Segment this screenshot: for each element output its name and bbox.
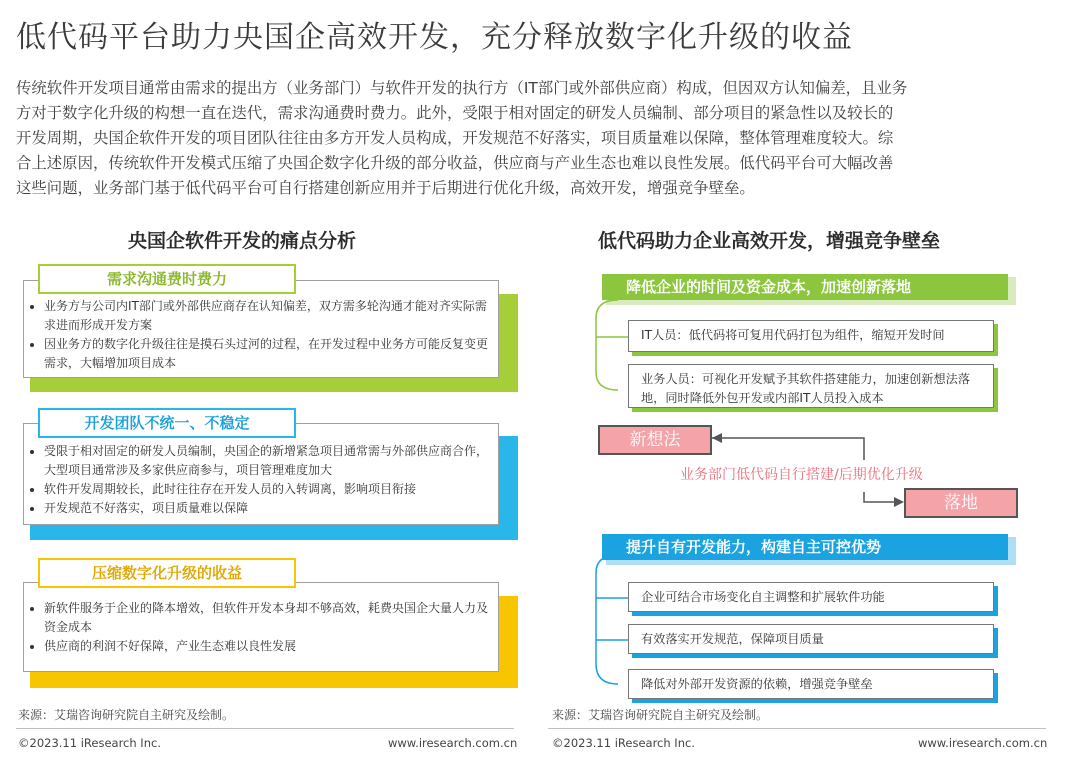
card-bullet: • 供应商的利润不好保障，产业生态难以良性发展	[44, 637, 498, 656]
copyright-left: ©2023.11 iResearch Inc.	[18, 736, 161, 750]
bottom-banner: 提升自有开发能力，构建自主可控优势	[602, 534, 1008, 560]
copyright-right: ©2023.11 iResearch Inc.	[552, 736, 695, 750]
flow-label: 业务部门低代码自行搭建/后期优化升级	[680, 467, 923, 483]
left-section-title: 央国企软件开发的痛点分析	[128, 230, 357, 252]
page-title: 低代码平台助力央国企高效开发，充分释放数字化升级的收益	[16, 20, 853, 55]
bottom-item: 降低对外部开发资源的依赖，增强竞争壁垒	[628, 669, 994, 699]
divider	[16, 728, 514, 729]
top-item-it: IT人员：低代码将可复用代码打包为组件，缩短开发时间	[628, 320, 994, 352]
flow-end-box: 落地	[904, 488, 1018, 518]
right-section-title: 低代码助力企业高效开发，增强竞争壁垒	[598, 230, 941, 252]
source-note-right: 来源：艾瑞咨询研究院自主研究及绘制。	[552, 708, 769, 722]
intro-line: 合上述原因，传统软件开发模式压缩了央国企数字化升级的部分收益，供应商与产业生态也难以良性发展。低代码平台可大幅改善	[16, 154, 894, 172]
card-bullet: • 受限于相对固定的研发人员编制，央国企的新增紧急项目通常需与外部供应商合作，大型项目通常涉及多家供应商参与，项目管理难度加大	[44, 442, 498, 480]
url-left[interactable]: www.iresearch.com.cn	[388, 736, 518, 750]
bottom-item: 有效落实开发规范，保障项目质量	[628, 624, 994, 654]
intro-line: 这些问题，业务部门基于低代码平台可自行搭建创新应用并于后期进行优化升级，高效开发，增强竞争壁垒。	[16, 179, 755, 197]
intro-line: 方对于数字化升级的构想一直在迭代，需求沟通费时费力。此外，受限于相对固定的研发人员编制、部分项目的紧急性以及较长的	[16, 104, 894, 122]
flow-start-box: 新想法	[598, 425, 712, 455]
card-bullet: • 因业务方的数字化升级往往是摸石头过河的过程，在开发过程中业务方可能反复变更需求，大幅增加项目成本	[44, 335, 498, 373]
card-bullet: • 业务方与公司内IT部门或外部供应商存在认知偏差，双方需多轮沟通才能对齐实际需求进而形成开发方案	[44, 297, 498, 335]
intro-line: 传统软件开发项目通常由需求的提出方（业务部门）与软件开发的执行方（IT部门或外部供应商）构成，但因双方认知偏差，且业务	[16, 79, 908, 97]
bottom-item: 企业可结合市场变化自主调整和扩展软件功能	[628, 582, 994, 612]
top-item-business: 业务人员：可视化开发赋予其软件搭建能力，加速创新想法落地，同时降低外包开发或内部IT人员投入成本	[628, 364, 994, 408]
card-tag: 开发团队不统一、不稳定	[38, 408, 296, 438]
intro-line: 开发周期，央国企软件开发的项目团队往往由多方开发人员构成，开发规范不好落实，项目质量难以保障，整体管理难度较大。综	[16, 129, 894, 147]
divider	[548, 728, 1046, 729]
card-tag: 需求沟通费时费力	[38, 264, 296, 294]
card-bullet: • 新软件服务于企业的降本增效，但软件开发本身却不够高效，耗费央国企大量人力及资金成本	[44, 599, 498, 637]
card-bullet: • 开发规范不好落实，项目质量难以保障	[44, 499, 498, 518]
card-tag: 压缩数字化升级的收益	[38, 558, 296, 588]
url-right[interactable]: www.iresearch.com.cn	[918, 736, 1048, 750]
top-banner: 降低企业的时间及资金成本，加速创新落地	[602, 274, 1008, 300]
source-note-left: 来源：艾瑞咨询研究院自主研究及绘制。	[18, 708, 235, 722]
card-bullet: • 软件开发周期较长，此时往往存在开发人员的入转调离，影响项目衔接	[44, 480, 498, 499]
